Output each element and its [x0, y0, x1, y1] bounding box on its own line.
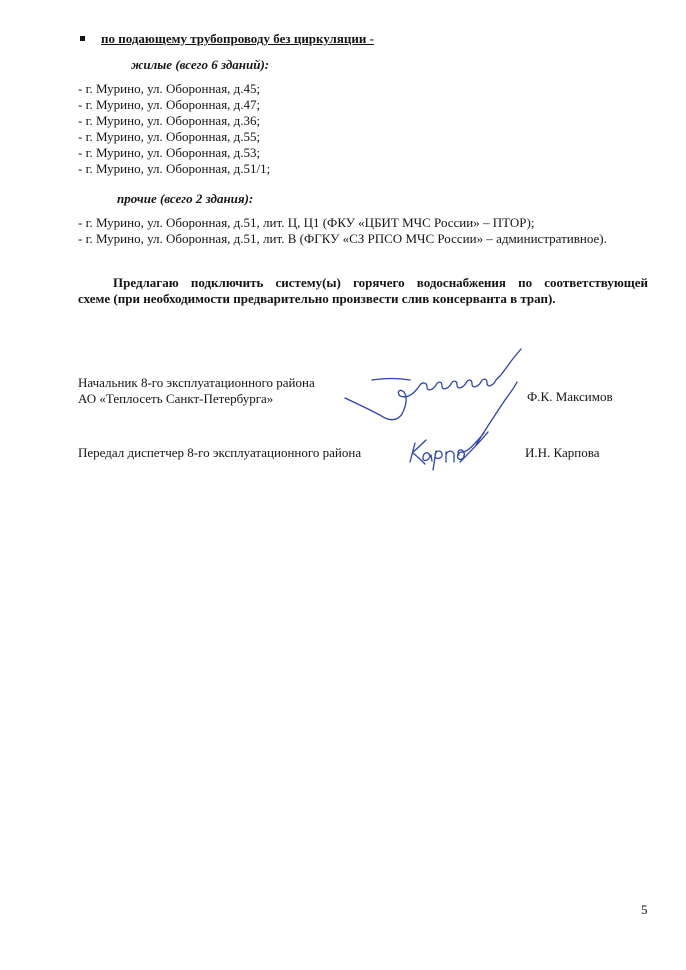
list-item: - г. Мурино, ул. Оборонная, д.51, лит. В (ФГКУ «СЗ РПСО МЧС России» – административное). [78, 231, 607, 246]
dispatcher-title: Передал диспетчер 8-го эксплуатационного района [78, 445, 362, 460]
page-number: 5 [641, 902, 648, 917]
dispatcher-signature-icon [410, 433, 484, 470]
section-heading: по подающему трубопроводу без циркуляции - [101, 31, 374, 46]
chief-title-line-1: Начальник 8-го эксплуатационного района [78, 375, 315, 390]
chief-signature-icon [345, 349, 521, 420]
list-item: - г. Мурино, ул. Оборонная, д.45; [78, 81, 261, 96]
proposal-line-1: Предлагаю подключить систему(ы) горячего водоснабжения по соответствующей [113, 275, 648, 290]
proposal-line-2: схеме (при необходимости предварительно произвести слив консерванта в трап). [78, 291, 556, 306]
list-item: - г. Мурино, ул. Оборонная, д.53; [78, 145, 261, 160]
chief-title-line-2: АО «Теплосеть Санкт-Петербурга» [78, 391, 274, 406]
list-item: - г. Мурино, ул. Оборонная, д.36; [78, 113, 261, 128]
list-item: - г. Мурино, ул. Оборонная, д.55; [78, 129, 261, 144]
list-item: - г. Мурино, ул. Оборонная, д.51/1; [78, 161, 271, 176]
dispatcher-name: И.Н. Карпова [525, 445, 600, 460]
list-item: - г. Мурино, ул. Оборонная, д.47; [78, 97, 261, 112]
other-label: прочие (всего 2 здания): [117, 191, 254, 206]
chief-name: Ф.К. Максимов [527, 389, 613, 404]
residential-label: жилые (всего 6 зданий): [131, 57, 270, 72]
list-item: - г. Мурино, ул. Оборонная, д.51, лит. Ц, Ц1 (ФКУ «ЦБИТ МЧС России» – ПТОР); [78, 215, 535, 230]
